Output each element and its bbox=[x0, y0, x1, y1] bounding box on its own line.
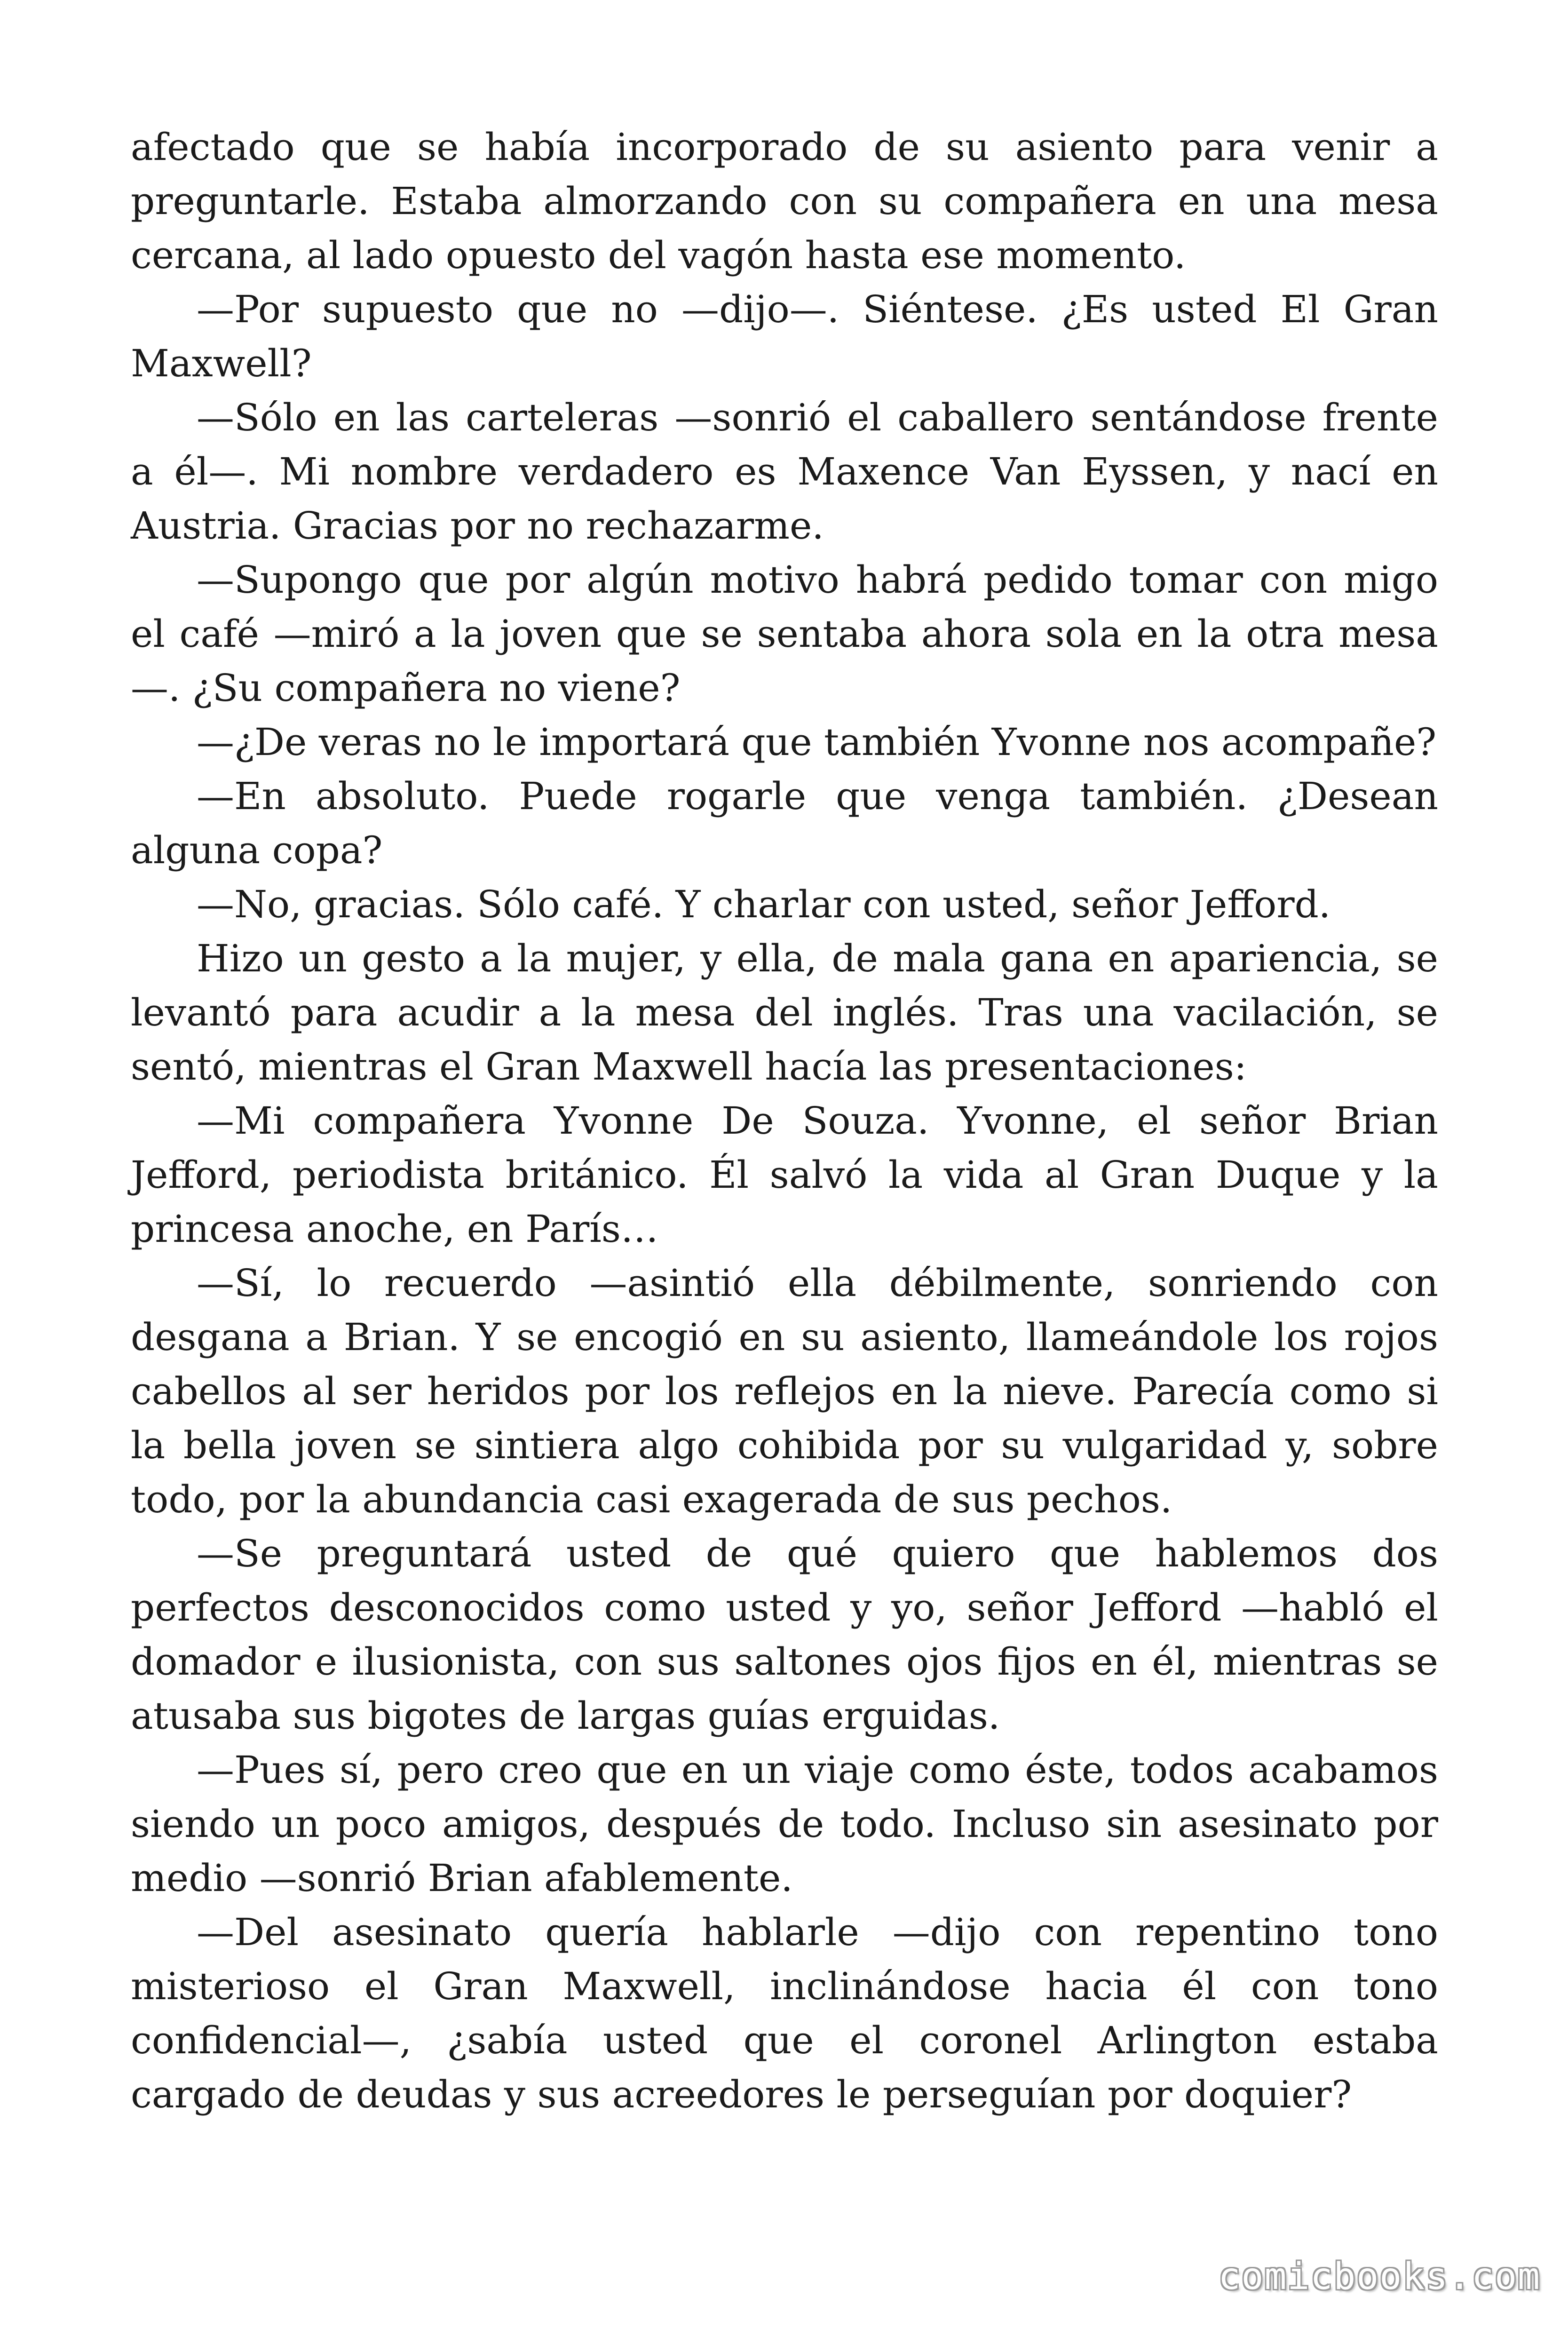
paragraph-7: —No, gracias. Sólo café. Y charlar con usted, señor Jefford. bbox=[197, 882, 1331, 926]
paragraph-1: afectado que se había incorporado de su asiento para venir a preguntarle. Estaba almorzando con su compañera en una mesa cercana, al lado opuesto del vagón hasta ese momento. bbox=[131, 125, 1438, 277]
paragraph-11: —Se preguntará usted de qué quiero que hablemos dos perfectos desconocidos como usted y yo, señor Jefford —habló el domador e ilusionista, con sus saltones ojos fijos en él, mientras se atusaba sus bigotes de largas guías erguidas. bbox=[131, 1532, 1438, 1738]
paragraph-3: —Sólo en las carteleras —sonrió el caballero sentándose frente a él—. Mi nombre verdadero es Maxence Van Eyssen, y nací en Austria. Gracias por no rechazarme. bbox=[131, 396, 1438, 548]
paragraph-6: —En absoluto. Puede rogarle que venga también. ¿Desean alguna copa? bbox=[131, 774, 1438, 872]
paragraph-12: —Pues sí, pero creo que en un viaje como éste, todos acabamos siendo un poco amigos, después de todo. Incluso sin asesinato por medio —sonrió Brian afablemente. bbox=[131, 1748, 1438, 1900]
paragraph-2: —Por supuesto que no —dijo—. Siéntese. ¿Es usted El Gran Maxwell? bbox=[131, 287, 1438, 385]
paragraph-13: —Del asesinato quería hablarle —dijo con repentino tono misterioso el Gran Maxwell, inclinándose hacia él con tono confidencial—, ¿sabía usted que el coronel Arlington estaba cargado de deudas y sus acreedores le perseguían por doquier? bbox=[131, 1910, 1438, 2116]
paragraph-8: Hizo un gesto a la mujer, y ella, de mala gana en apariencia, se levantó para acudir a la mesa del inglés. Tras una vacilación, se sentó, mientras el Gran Maxwell hacía las presentaciones: bbox=[131, 937, 1438, 1089]
paragraph-10: —Sí, lo recuerdo —asintió ella débilmente, sonriendo con desgana a Brian. Y se encogió en su asiento, llameándole los rojos cabellos al ser heridos por los reflejos en la nieve. Parecía como si la bella joven se sintiera algo cohibida por su vulgaridad y, sobre todo, por la abundancia casi exagerada de sus pechos. bbox=[131, 1261, 1438, 1521]
watermark: comicbooks.com bbox=[1218, 2256, 1541, 2298]
paragraph-4: —Supongo que por algún motivo habrá pedido tomar con migo el café —miró a la joven que se sentaba ahora sola en la otra mesa —. ¿Su compañera no viene? bbox=[131, 558, 1438, 710]
book-page-text bbox=[131, 120, 1438, 2122]
paragraph-5: —¿De veras no le importará que también Yvonne nos acompañe? bbox=[197, 720, 1437, 764]
paragraph-9: —Mi compañera Yvonne De Souza. Yvonne, el señor Brian Jefford, periodista británico. Él salvó la vida al Gran Duque y la princesa anoche, en París… bbox=[131, 1099, 1438, 1251]
